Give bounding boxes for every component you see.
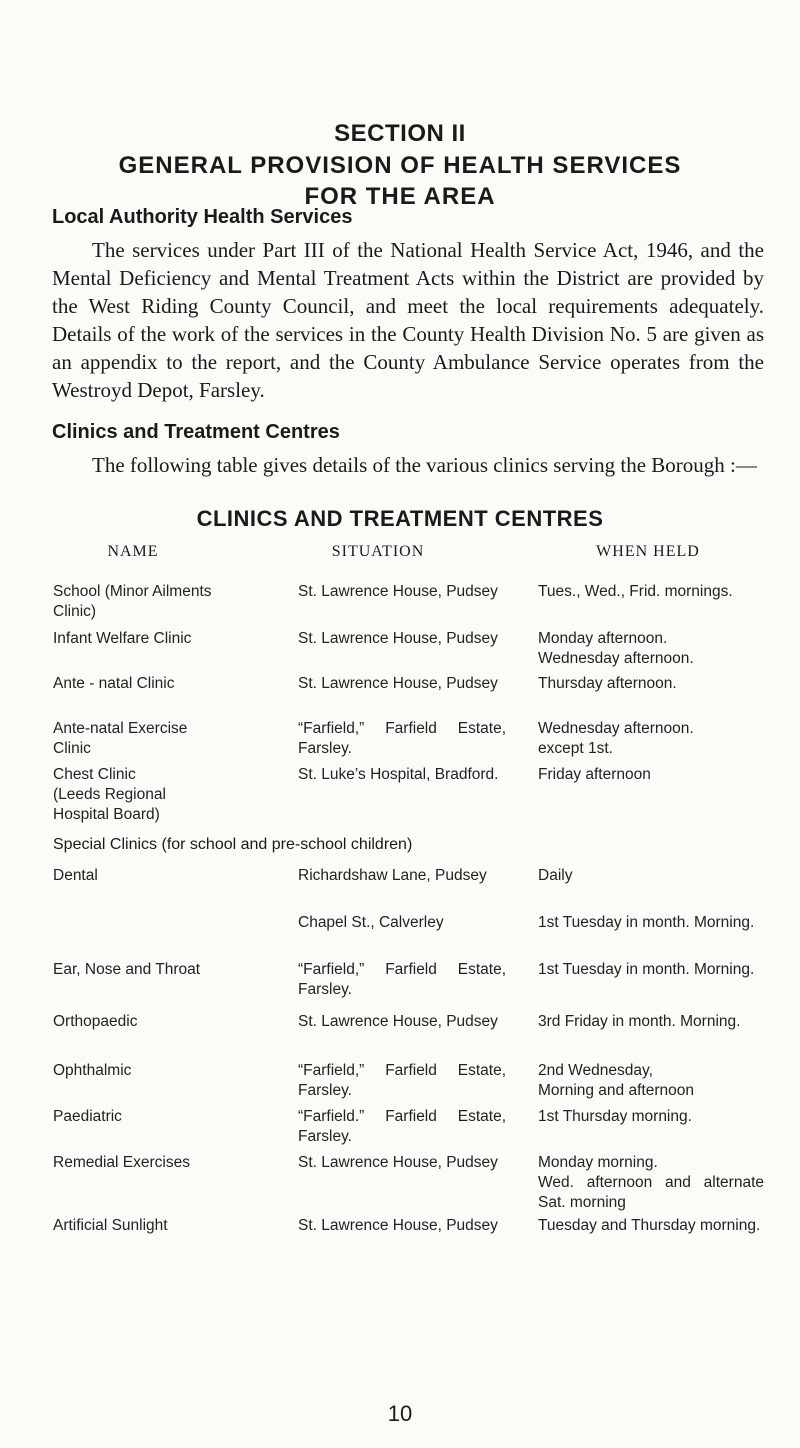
table-title: CLINICS AND TREATMENT CENTRES	[196, 506, 604, 531]
clinic-situation: “Farfield,” Farfield Estate, Farsley.	[298, 720, 506, 757]
main-title-line-1: GENERAL PROVISION OF HEALTH SERVICES	[118, 152, 682, 179]
clinic-name: Ear, Nose and Throat	[53, 961, 201, 978]
clinic-when-held: 1st Tuesday in month. Morning.	[538, 914, 755, 931]
clinic-name: Paediatric	[53, 1108, 122, 1125]
clinic-when-held: Monday morning. Wed. afternoon and alternate Sat. morning	[538, 1154, 764, 1211]
local-authority-text: The services under Part III of the National Health Service Act, 1946, and the Mental Deficiency and Mental Treatment Acts within the District are provided by the West Riding County Council, and meet the local requirements adequately. Details of the work of the services in the County Health Division No. 5 are given as an appendix to the report, and the County Ambulance Service operates from the Westroyd Depot, Farsley.	[52, 238, 764, 402]
main-title	[0, 150, 800, 212]
clinic-situation: St. Lawrence House, Pudsey	[298, 1013, 498, 1030]
page-number: 10	[387, 1401, 413, 1426]
local-authority-paragraph	[52, 236, 764, 404]
clinic-name: Orthopaedic	[53, 1013, 138, 1030]
clinic-situation: Chapel St., Calverley	[298, 914, 444, 931]
clinics-paragraph	[52, 451, 764, 479]
clinic-situation: “Farfield,” Farfield Estate, Farsley.	[298, 1062, 506, 1099]
clinic-when-held: Monday afternoon. Wednesday afternoon.	[538, 630, 694, 667]
main-title-line-2: FOR THE AREA	[304, 183, 496, 210]
clinics-heading: Clinics and Treatment Centres	[52, 421, 340, 443]
clinic-situation: St. Lawrence House, Pudsey	[298, 1154, 498, 1171]
clinic-when-held: Thursday afternoon.	[538, 675, 677, 692]
local-authority-heading: Local Authority Health Services	[52, 206, 353, 228]
clinic-when-held: Tuesday and Thursday morning.	[538, 1217, 761, 1234]
column-header-name: NAME	[107, 543, 159, 560]
section-title: SECTION II	[334, 120, 466, 147]
column-header-situation: SITUATION	[331, 543, 425, 560]
clinic-name: Ophthalmic	[53, 1062, 132, 1079]
clinic-name: Dental	[53, 867, 98, 884]
clinic-situation: “Farfield.” Farfield Estate, Farsley.	[298, 1108, 506, 1145]
clinic-situation: St. Luke’s Hospital, Bradford.	[298, 766, 499, 783]
clinic-situation: “Farfield,” Farfield Estate, Farsley.	[298, 961, 506, 998]
clinic-situation: St. Lawrence House, Pudsey	[298, 1217, 498, 1234]
clinic-when-held: Wednesday afternoon. except 1st.	[538, 720, 694, 757]
clinic-situation: Richardshaw Lane, Pudsey	[298, 867, 487, 884]
clinic-name: Artificial Sunlight	[53, 1217, 168, 1234]
clinic-situation: St. Lawrence House, Pudsey	[298, 675, 498, 692]
clinic-when-held: Daily	[538, 867, 573, 884]
clinic-when-held: Tues., Wed., Frid. mornings.	[538, 583, 733, 600]
clinic-name: School (Minor Ailments Clinic)	[53, 583, 212, 620]
clinic-when-held: 1st Tuesday in month. Morning.	[538, 961, 755, 978]
special-clinics-heading: Special Clinics (for school and pre-school children)	[53, 836, 413, 853]
clinics-text: The following table gives details of the various clinics serving the Borough :—	[92, 453, 757, 477]
clinic-situation: St. Lawrence House, Pudsey	[298, 630, 498, 647]
clinic-situation: St. Lawrence House, Pudsey	[298, 583, 498, 600]
clinic-name: Remedial Exercises	[53, 1154, 190, 1171]
clinic-when-held: 3rd Friday in month. Morning.	[538, 1013, 741, 1030]
clinic-name: Ante - natal Clinic	[53, 675, 175, 692]
column-header-when-held: WHEN HELD	[596, 543, 700, 560]
clinic-when-held: 2nd Wednesday, Morning and afternoon	[538, 1062, 694, 1099]
clinic-when-held: 1st Thursday morning.	[538, 1108, 692, 1125]
clinic-when-held: Friday afternoon	[538, 766, 651, 783]
clinic-name: Infant Welfare Clinic	[53, 630, 192, 647]
clinic-name: Ante-natal Exercise Clinic	[53, 720, 188, 757]
clinic-name: Chest Clinic (Leeds Regional Hospital Board)	[53, 766, 166, 823]
